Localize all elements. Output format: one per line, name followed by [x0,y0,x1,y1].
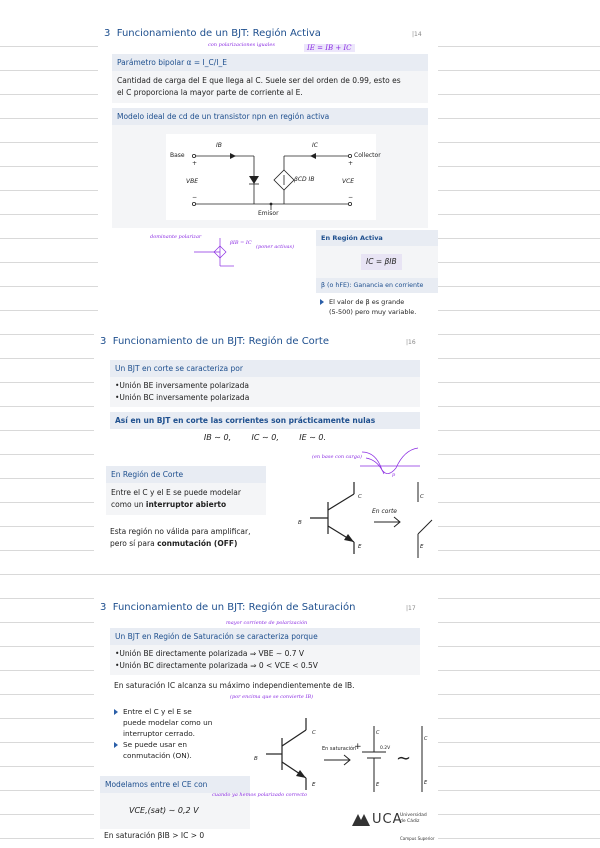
bottom-text: En saturación βIB > IC > 0 [104,831,205,840]
annotation-note: cuando ya hemos polarizado correcto [212,792,308,798]
model-ce-box [100,776,250,829]
bullet-2a: Se puede usar en [123,740,187,749]
slide-region-saturacion [94,596,438,848]
closed-switch [412,724,432,794]
sat-head: Un BJT en Región de Saturación se caracteriza porque [110,628,420,645]
param-head: Parámetro bipolar α = I_C/I_E [112,54,428,71]
region-head: En Región de Corte [106,466,266,483]
section-number: 3 [100,602,107,613]
label-battery-c: C [376,730,380,736]
annotation-note: βIB = IC [230,240,252,246]
label-switch-e: E [424,780,428,786]
annotation-note: (en base con carga) [312,454,362,460]
model-box [112,108,428,228]
handwritten-sketch [190,232,260,272]
label-vbe: VBE [186,178,199,185]
annotation-note: mayor corriente de polarización [226,620,308,626]
amp-text-1: Esta región no válida para amplificar, [110,527,251,536]
model-ce-head: Modelamos entre el CE con [100,776,250,793]
label-ib: IB [216,142,222,149]
cut-box [110,360,420,407]
cut-item-1: •Unión BE inversamente polarizada [115,381,249,390]
label-e: E [312,782,316,788]
arrow-right-icon [374,516,404,528]
section-number: 3 [104,28,111,39]
page-number-text: 14 [414,31,422,38]
param-text-2: el C proporciona la mayor parte de corriente al E. [117,88,303,97]
amp-text [110,526,251,550]
bullet-triangle-icon [114,709,118,715]
title-text: Funcionamiento de un BJT: Región de Saturación [112,602,356,613]
bullet-1b: puede modelar como un [123,718,213,727]
handwritten-band-sketch [356,444,424,480]
cut-head: Un BJT en corte se caracteriza por [110,360,420,377]
title-text: Funcionamiento de un BJT: Región Activa [116,28,321,39]
label-minus-right: − [348,194,354,201]
uca-line-3: Campus Superior [400,836,435,841]
page-number: |14 [412,31,422,38]
label-switch-c: C [424,736,428,742]
page-number-text: 16 [408,339,416,346]
slide-title [104,28,321,39]
page-number: |17 [406,605,416,612]
label-switch-c: C [420,494,424,500]
zero-formula: IB ∼ 0, IC ∼ 0, IE ∼ 0. [203,433,327,442]
gain-head: β (o hFE): Ganancia en corriente [316,278,438,293]
annotation-note: (poner activas) [256,244,295,250]
npn-model-schematic [166,134,376,220]
arrow-right-icon [324,754,354,766]
region-bold: interruptor abierto [145,500,227,509]
model-ce-body [100,793,250,829]
active-body [316,246,438,280]
gain-body [316,293,438,317]
label-plus: + [354,742,362,752]
label-switch-e: E [420,544,424,550]
sat-item-1: •Unión BE directamente polarizada ⇒ VBE ∼ 0.7 V [115,649,305,658]
label-en-saturacion: En saturación [322,746,357,752]
label-minus-left: − [192,194,198,201]
region-text-1: Entre el C y el E se puede modelar [111,488,241,497]
bjt-symbol-saturacion [260,714,320,794]
slide-title [100,602,355,613]
bullet-2b: conmutación (ON). [123,751,192,760]
amp-text-2: pero sí para [110,539,155,548]
model-head: Modelo ideal de cd de un transistor npn en región activa [112,108,428,125]
uca-line-2: de Cádiz [400,819,420,824]
cut-item-2: •Unión BC inversamente polarizada [115,393,250,402]
page-number: |16 [406,339,416,346]
annotation-note: p [392,472,396,478]
slide-region-corte [94,330,438,570]
sat-item-2: •Unión BC directamente polarizada ⇒ 0 < VCE < 0.5V [115,661,318,670]
region-body [106,483,266,515]
section-number: 3 [100,336,107,347]
label-c: C [312,730,316,736]
label-base: Base [170,152,185,159]
uca-logo [352,810,438,844]
label-voltage: 0.2V [380,746,391,751]
slide-region-activa [98,20,438,320]
active-box [316,230,438,280]
label-vce: VCE [342,178,355,185]
sat-body [110,645,420,675]
label-emitter: Emisor [258,210,279,217]
annotation-note: dominante polarizar [150,234,202,240]
battery-model [356,724,392,794]
label-en-corte: En corte [372,508,397,515]
bullet-1a: Entre el C y el E se [123,707,192,716]
label-b: B [298,520,302,526]
bullet-triangle-icon [320,299,324,305]
param-body [112,71,428,103]
cut-body [110,377,420,407]
label-battery-e: E [376,782,380,788]
gain-box [316,278,438,317]
param-box [112,54,428,103]
uca-logo-text: UCA [372,812,403,827]
label-c: C [358,494,362,500]
sat-bullets [114,706,212,761]
region-box [106,466,266,515]
label-source: βCD IB [294,176,315,183]
uca-line-1: Universidad [400,813,427,818]
annotation-note: con polarizaciones iguales [208,42,275,48]
slide-title [100,336,329,347]
title-text: Funcionamiento de un BJT: Región de Corte [112,336,329,347]
uca-logo-mark-icon [352,812,374,828]
zero-head: Así en un BJT en corte las corrientes son prácticamente nulas [110,412,420,429]
annotation-formula: IE = IB + IC [304,44,355,52]
amp-bold: conmutación (OFF) [157,539,238,548]
label-ic: IC [312,142,318,149]
max-text: En saturación IC alcanza su máximo independientemente de IB. [114,681,355,690]
label-plus-left: + [192,160,198,167]
gain-text-2: (5-500) pero muy variable. [329,308,417,316]
label-e: E [358,544,362,550]
page-number-text: 17 [408,605,416,612]
zero-box [110,412,420,446]
circuit-diagram [166,134,381,220]
bullet-1c: interruptor cerrado. [123,729,195,738]
sat-box [110,628,420,675]
label-plus-right: + [348,160,354,167]
active-head: En Región Activa [316,230,438,246]
annotation-note: (por encima que se convierte IB) [230,694,314,700]
model-ce-formula: VCE,(sat) ∼ 0,2 V [129,806,199,815]
param-text-1: Cantidad de carga del E que llega al C. Suele ser del orden de 0.99, esto es [117,76,401,85]
bullet-triangle-icon [114,742,118,748]
gain-text-1: El valor de β es grande [329,298,405,306]
label-collector: Collector [354,152,381,159]
label-b: B [254,756,258,762]
active-formula: IC = βIB [361,254,402,270]
region-text-2: como un [111,500,144,509]
tilde-equivalent: ∼ [396,748,412,769]
